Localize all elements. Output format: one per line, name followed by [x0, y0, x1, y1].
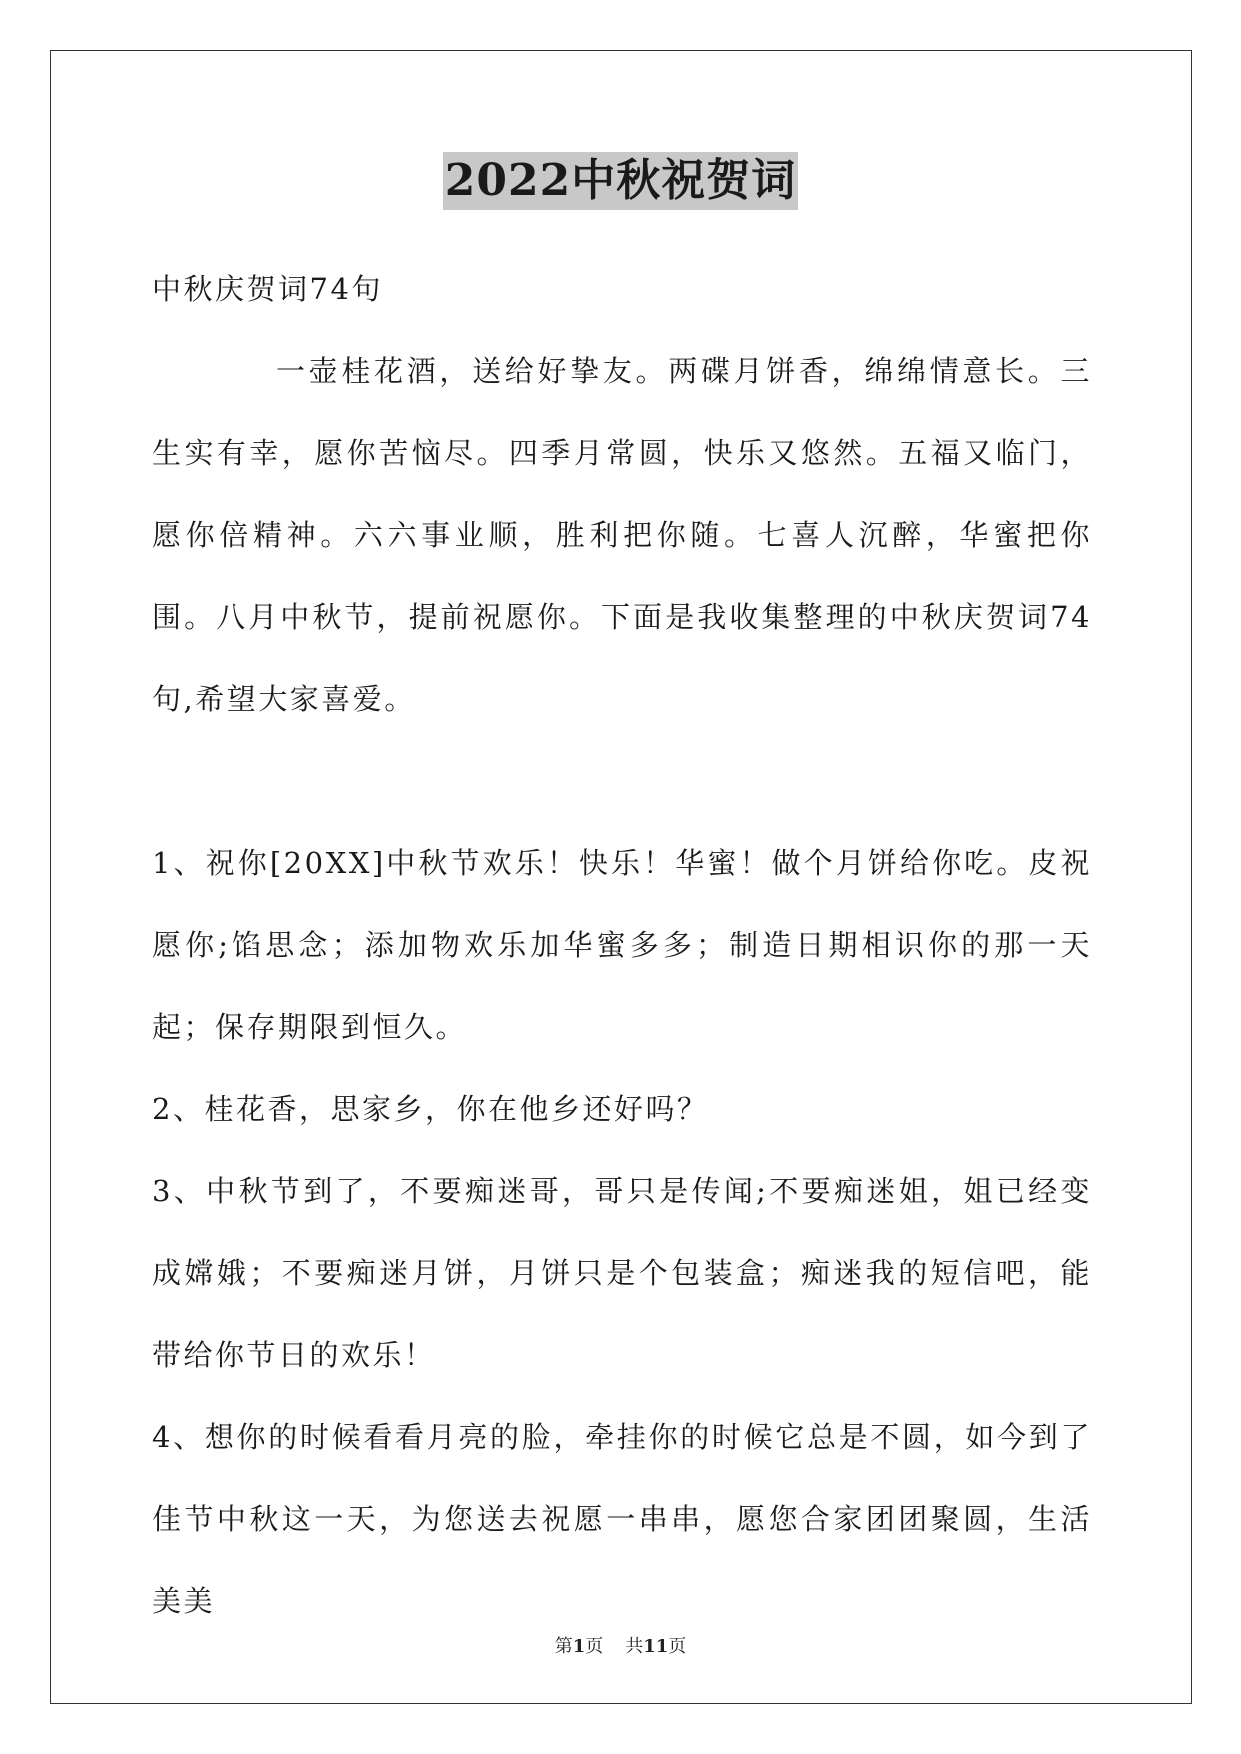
- list-item: 2、桂花香，思家乡，你在他乡还好吗？: [152, 1092, 709, 1126]
- list-item: 1、祝你[20XX]中秋节欢乐！快乐！华蜜！做个月饼给你吃。皮祝愿你;馅思念；添加物欢乐加华蜜多多；制造日期相识你的那一天起；保存期限到恒久。: [152, 846, 1092, 1044]
- total-suffix: 页: [668, 1636, 687, 1657]
- list-item: 4、想你的时候看看月亮的脸，牵挂你的时候它总是不圆，如今到了佳节中秋这一天，为您送去祝愿一串串，愿您合家团团聚圆，生活美美: [152, 1420, 1092, 1618]
- page-footer: [0, 1632, 1241, 1658]
- list-item: 3、中秋节到了，不要痴迷哥，哥只是传闻;不要痴迷姐，姐已经变成嫦娥；不要痴迷月饼，月饼只是个包装盒；痴迷我的短信吧，能带给你节日的欢乐！: [152, 1174, 1092, 1372]
- total-prefix: 共: [625, 1636, 644, 1657]
- page-suffix: 页: [585, 1636, 604, 1657]
- document-subtitle: 中秋庆贺词74句: [152, 272, 383, 306]
- intro-paragraph: 一壶桂花酒，送给好挚友。两碟月饼香，绵绵情意长。三生实有幸，愿你苦恼尽。四季月常圆，快乐又悠然。五福又临门，愿你倍精神。六六事业顺，胜利把你随。七喜人沉醉，华蜜把你围。八月中秋节，提前祝愿你。下面是我收集整理的中秋庆贺词74句,希望大家喜爱。: [152, 354, 1092, 716]
- document-body: [152, 248, 1092, 1642]
- page-prefix: 第: [554, 1636, 573, 1657]
- title-container: [0, 152, 1241, 210]
- total-pages: 11: [643, 1636, 669, 1657]
- page-number: 1: [572, 1636, 586, 1657]
- document-title: 2022中秋祝贺词: [443, 152, 798, 210]
- blank-line: [152, 740, 1092, 822]
